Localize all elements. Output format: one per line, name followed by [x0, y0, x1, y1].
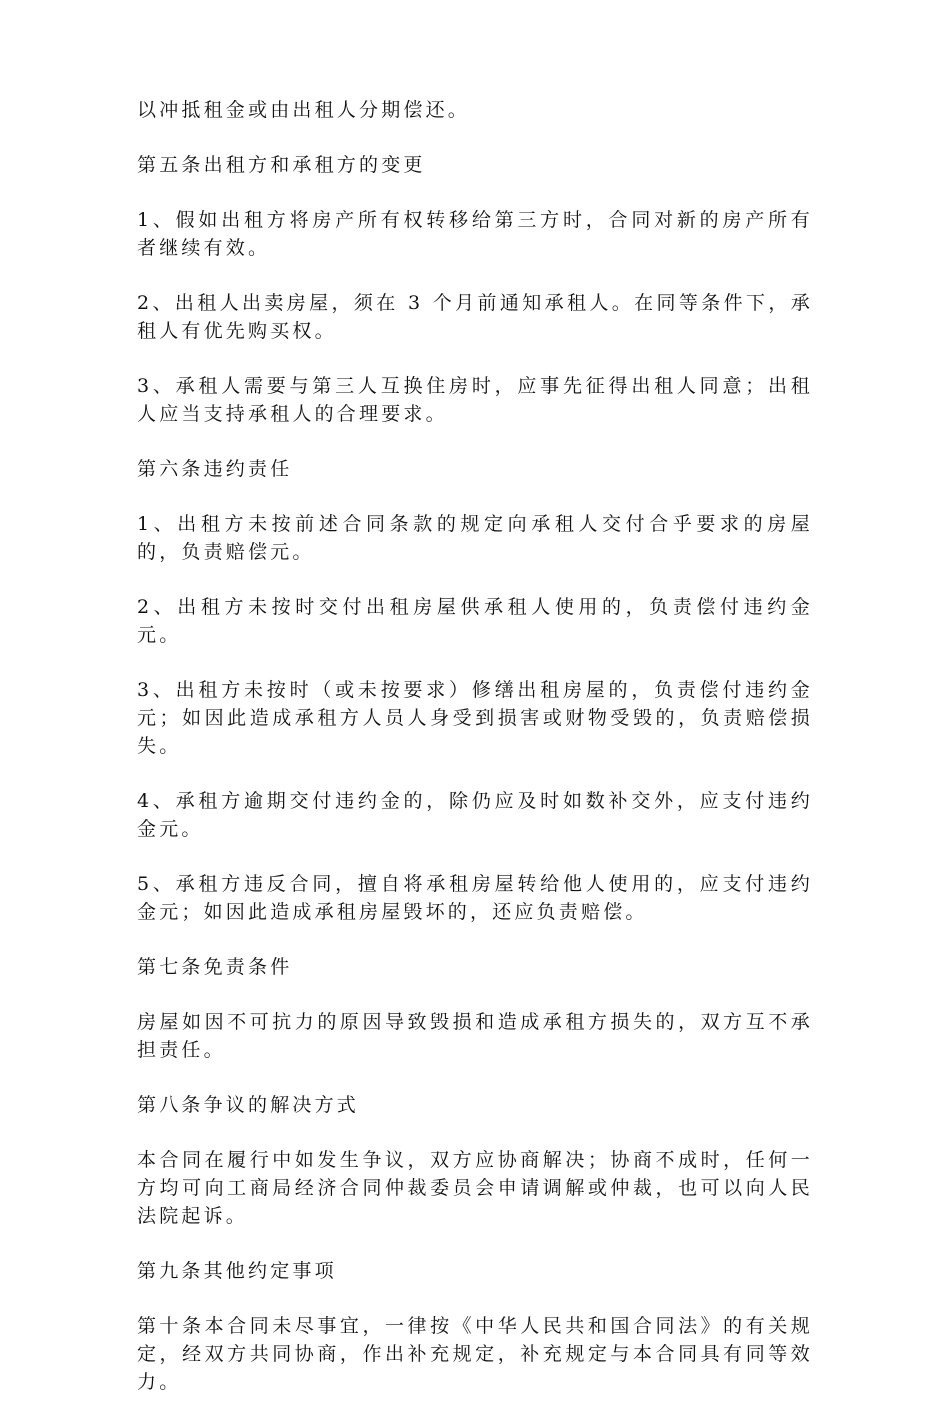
paragraph-article-10: 第十条本合同未尽事宜，一律按《中华人民共和国合同法》的有关规定，经双方共同协商，作出补充规定，补充规定与本合同具有同等效力。: [137, 1315, 813, 1393]
paragraph-5-1: 1、假如出租方将房产所有权转移给第三方时，合同对新的房产所有者继续有效。: [137, 209, 813, 259]
document-page: [137, 96, 813, 1423]
paragraph-6-1: 1、出租方未按前述合同条款的规定向承租人交付合乎要求的房屋的，负责赔偿元。: [137, 513, 813, 563]
paragraph-7: 房屋如因不可抗力的原因导致毁损和造成承租方损失的，双方互不承担责任。: [137, 1011, 813, 1061]
paragraph-8: 本合同在履行中如发生争议，双方应协商解决；协商不成时，任何一方均可向工商局经济合同仲裁委员会申请调解或仲裁，也可以向人民法院起诉。: [137, 1149, 813, 1227]
heading-article-8: 第八条争议的解决方式: [137, 1094, 360, 1116]
paragraph-6-2: 2、出租方未按时交付出租房屋供承租人使用的，负责偿付违约金元。: [137, 596, 813, 646]
heading-article-6: 第六条违约责任: [137, 458, 293, 480]
paragraph-continuation: 以冲抵租金或由出租人分期偿还。: [137, 99, 471, 121]
paragraph-6-3: 3、出租方未按时（或未按要求）修缮出租房屋的，负责偿付违约金元；如因此造成承租方人员人身受到损害或财物受毁的，负责赔偿损失。: [137, 679, 813, 757]
heading-article-5: 第五条出租方和承租方的变更: [137, 154, 426, 176]
heading-article-7: 第七条免责条件: [137, 956, 293, 978]
paragraph-5-3: 3、承租人需要与第三人互换住房时，应事先征得出租人同意；出租人应当支持承租人的合理要求。: [137, 375, 813, 425]
heading-article-9: 第九条其他约定事项: [137, 1260, 337, 1282]
paragraph-5-2: 2、出租人出卖房屋，须在 3 个月前通知承租人。在同等条件下，承租人有优先购买权。: [137, 292, 813, 342]
paragraph-6-4: 4、承租方逾期交付违约金的，除仍应及时如数补交外，应支付违约金元。: [137, 790, 813, 840]
paragraph-6-5: 5、承租方违反合同，擅自将承租房屋转给他人使用的，应支付违约金元；如因此造成承租房屋毁坏的，还应负责赔偿。: [137, 873, 813, 923]
